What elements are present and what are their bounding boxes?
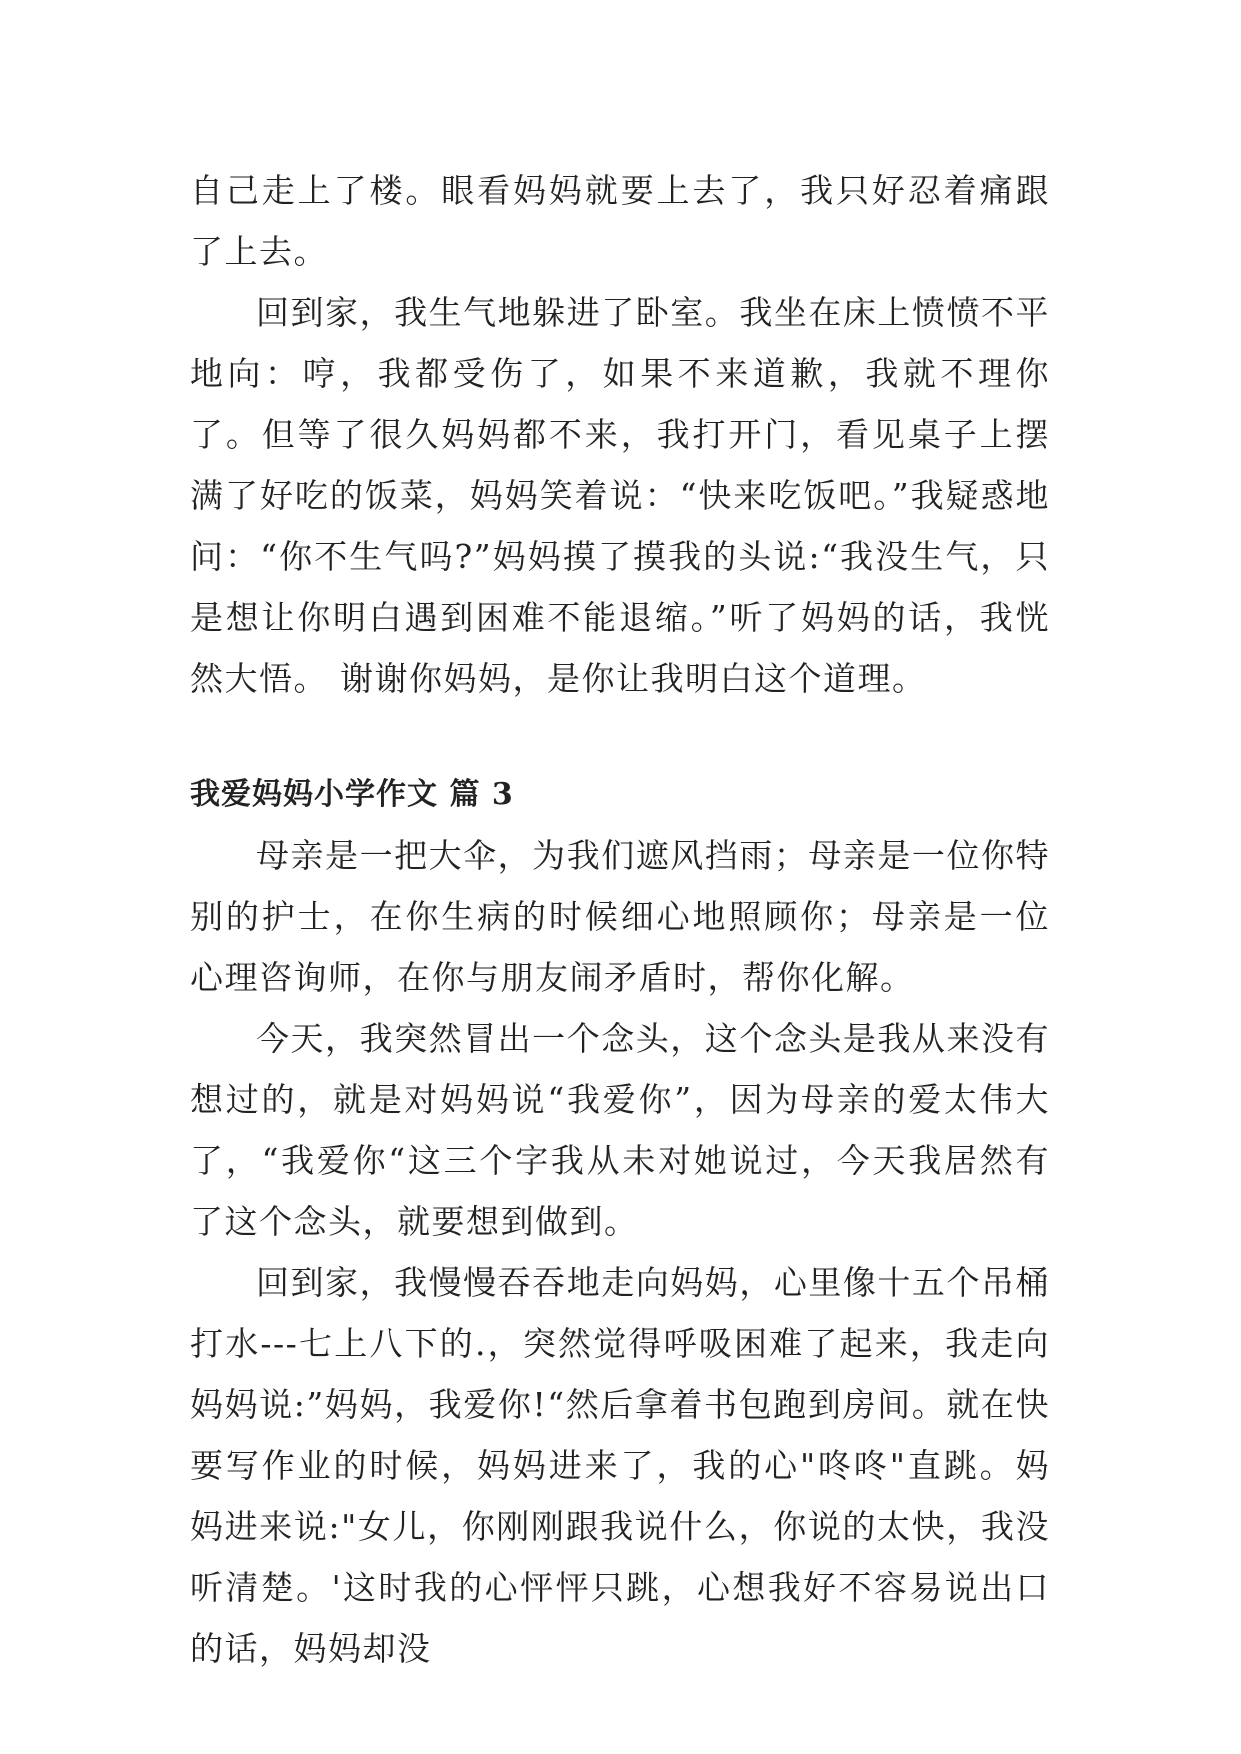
section-heading: 我爱妈妈小学作文 篇 3 bbox=[190, 777, 514, 812]
document-page bbox=[190, 160, 1050, 1679]
paragraph-saying-i-love-you: 回到家，我慢慢吞吞地走向妈妈，心里像十五个吊桶打水---七上八下的.，突然觉得呼吸困难了起来，我走向妈妈说:”妈妈，我爱你!“然后拿着书包跑到房间。就在快要写作业的时候，妈妈进来了，我的心"咚咚"直跳。妈妈进来说:"女儿，你刚刚跟我说什么，你说的太快，我没听清楚。'这时我的心怦怦只跳，心想我好不容易说出口的话，妈妈却没 bbox=[190, 1263, 1050, 1668]
paragraph-sudden-thought: 今天，我突然冒出一个念头，这个念头是我从来没有想过的，就是对妈妈说“我爱你”，因为母亲的爱太伟大了，“我爱你“这三个字我从未对她说过，今天我居然有了这个念头，就要想到做到。 bbox=[190, 1019, 1050, 1241]
paragraph-continuation: 自己走上了楼。眼看妈妈就要上去了，我只好忍着痛跟了上去。 bbox=[190, 171, 1050, 271]
paragraph-home-angry: 回到家，我生气地躲进了卧室。我坐在床上愤愤不平地向：哼，我都受伤了，如果不来道歉，我就不理你了。但等了很久妈妈都不来，我打开门，看见桌子上摆满了好吃的饭菜，妈妈笑着说：“快来吃饭吧。”我疑惑地问：“你不生气吗?”妈妈摸了摸我的头说:“我没生气，只是想让你明白遇到困难不能退缩。”听了妈妈的话，我恍然大悟。 谢谢你妈妈，是你让我明白这个道理。 bbox=[190, 293, 1050, 698]
paragraph-mother-umbrella: 母亲是一把大伞，为我们遮风挡雨；母亲是一位你特别的护士，在你生病的时候细心地照顾你；母亲是一位心理咨询师，在你与朋友闹矛盾时，帮你化解。 bbox=[190, 836, 1050, 997]
